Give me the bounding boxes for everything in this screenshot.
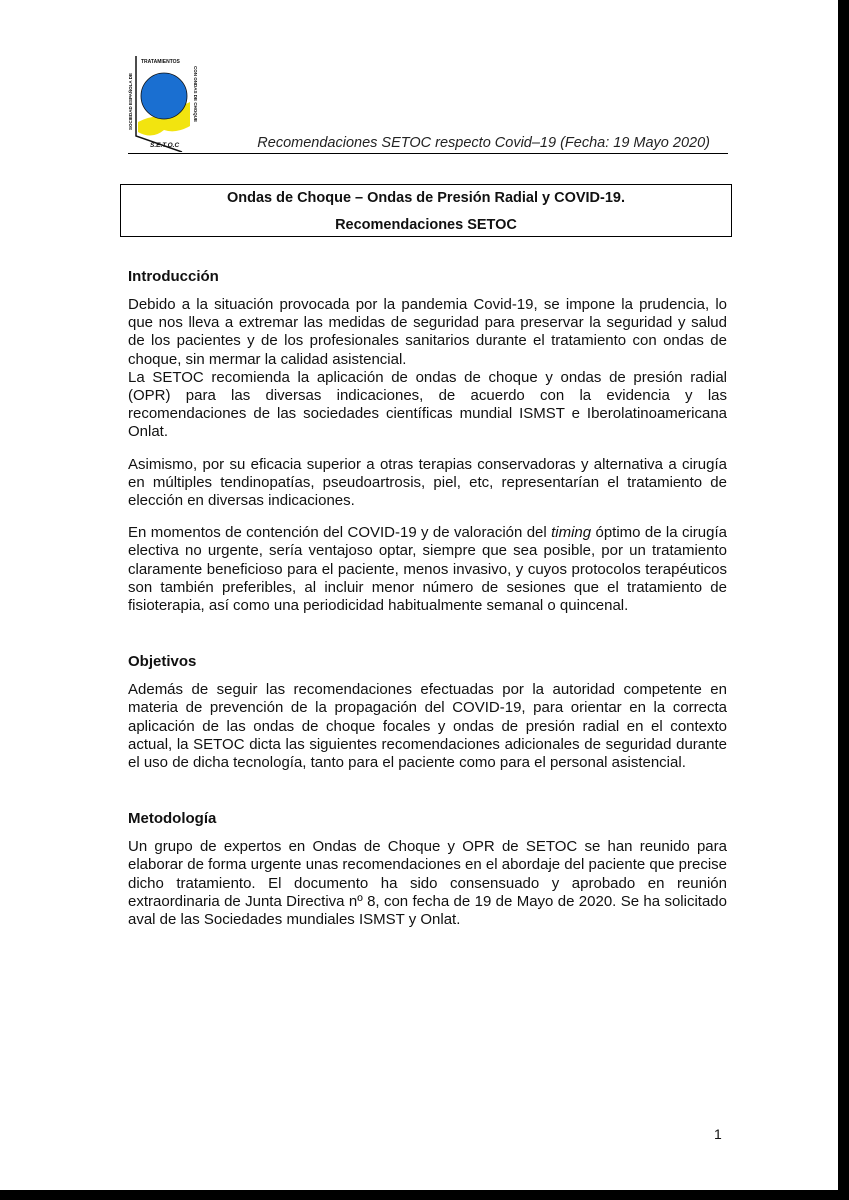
document-subtitle: Recomendaciones SETOC (335, 217, 517, 233)
paragraph-intro-4-end: óptimo de la cirugía electiva no urgente, sería ventajoso optar, siempre que sea posible, por un tratamiento claramente beneficioso para el paciente, menos invasivo, y cuyos protocolos terapéuticos son también preferibles, al incluir menor número de sesiones que el tratamiento de fisioterapia, así como una periodicidad habitualmente semanal o quincenal. (128, 524, 727, 615)
section-heading-introduccion: Introducción (128, 268, 219, 285)
logo-text-right: CON ONDAS DE CHOQUE (193, 66, 198, 123)
document-title-box (120, 184, 732, 237)
paragraph-intro-4 (128, 524, 727, 615)
page-number: 1 (714, 1126, 722, 1142)
paragraph-intro-2: La SETOC recomienda la aplicación de ondas de choque y ondas de presión radial (OPR) para las diversas indicaciones, de acuerdo con la evidencia y las recomendaciones de las sociedades científicas mundial ISMST e Iberolatinoamericana Onlat. (128, 368, 727, 441)
document-body (128, 268, 727, 929)
section-heading-objetivos: Objetivos (128, 653, 197, 671)
paragraph-intro-1: Debido a la situación provocada por la pandemia Covid-19, se impone la prudencia, lo que nos lleva a extremar las medidas de seguridad para preservar la seguridad y salud de los pacientes y de los profesionales sanitarios durante el tratamiento con ondas de choque, sin mermar la calidad asistencial. (128, 296, 727, 368)
paragraph-intro-4-start: En momentos de contención del COVID-19 y de valoración del (128, 524, 552, 542)
logo-text-top: TRATAMIENTOS (141, 59, 180, 65)
paragraph-metodologia: Un grupo de expertos en Ondas de Choque y OPR de SETOC se han reunido para elaborar de forma urgente unas recomendaciones en el abordaje del paciente que precise dicho tratamiento. El documento ha sido consensuado y aprobado en reunión extraordinaria de Junta Directiva nº 8, con fecha de 19 de Mayo de 2020. Se ha solicitado aval de las Sociedades mundiales ISMST y Onlat. (128, 838, 727, 929)
paragraph-intro-3: Asimismo, por su eficacia superior a otras terapias conservadoras y alternativa a cirugía en múltiples tendinopatías, pseudoartrosis, piel, etc, representarían el tratamiento de elección en diversas indicaciones. (128, 455, 727, 510)
paragraph-objetivos: Además de seguir las recomendaciones efectuadas por la autoridad competente en materia de prevención de la propagación del COVID-19, para orientar en la correcta aplicación de las ondas de choque focales y ondas de presión radial en el contexto actual, la SETOC dicta las siguientes recomendaciones adicionales de seguridad durante el uso de dicha tecnología, tanto para el paciente como para el personal asistencial. (128, 681, 727, 772)
logo-blue-circle (141, 73, 187, 119)
header-reference: Recomendaciones SETOC respecto Covid–19 (Fecha: 19 Mayo 2020) (257, 135, 710, 151)
setoc-logo (124, 52, 204, 152)
section-heading-metodologia: Metodología (128, 810, 217, 828)
logo-text-bottom: S.E.T.O.C (150, 142, 180, 149)
logo-text-left: SOCIEDAD ESPAÑOLA DE (128, 72, 133, 130)
header-divider (128, 153, 728, 154)
paragraph-intro-4-italic: timing (551, 524, 592, 542)
document-title: Ondas de Choque – Ondas de Presión Radial y COVID-19. (226, 190, 626, 206)
